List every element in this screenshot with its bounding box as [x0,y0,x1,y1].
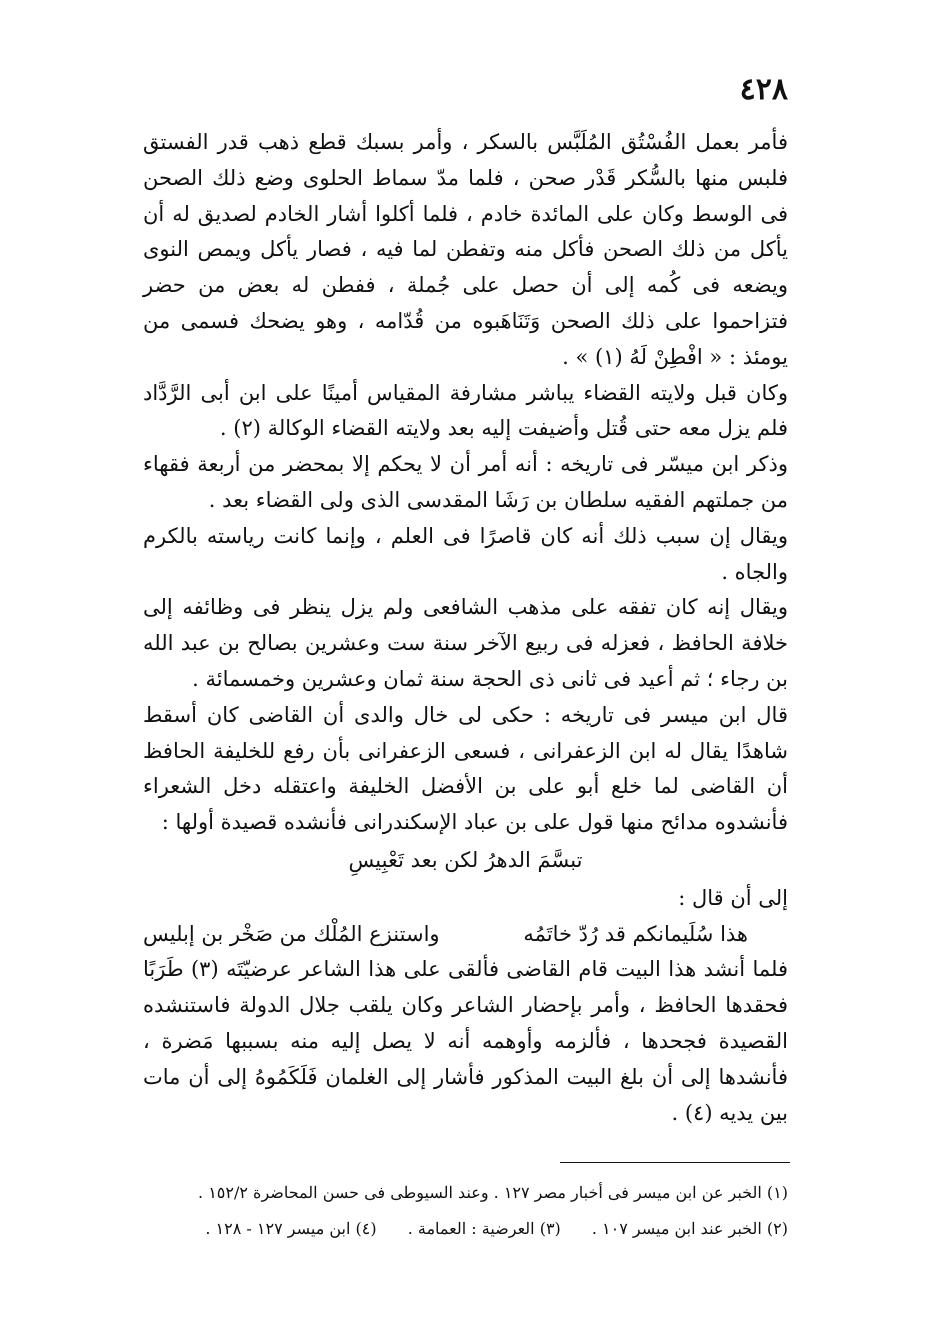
footnote: (٢) الخبر عند ابن ميسر ١٠٧ . [591,1219,788,1238]
paragraph: ويقال إن سبب ذلك أنه كان قاصرًا فى العلم ، وإنما كانت رياسته بالكرم والجاه . [143,523,788,584]
paragraph: فلما أنشد هذا البيت قام القاضى فألقى على هذا الشاعر عرضيّتَه (٣) طَرَبًا فحقدها الحافظ ، وأمر بإحضار الشاعر وكان يلقب جلال الدولة فاستنشده القصيدة فجحدها ، فألزمه وأوهمه أنه لا يصل إليه منه بسببها مَضرة ، فأنشدها إلى أن بلغ البيت المذكور فأشار إلى الغلمان فَلَكَمُوهُ إلى أن مات بين يديه (٤) . [143,957,788,1125]
transition-line: إلى أن قال : [678,885,788,910]
footnote-divider [560,1162,790,1163]
poem-verse: تبسَّمَ الدهرُ لكن بعد تَعْبِيسِ [348,847,583,872]
paragraph: فأمر بعمل الفُسْتُق المُلَبَّس بالسكر ، وأمر بسبك قطع ذهب قدر الفستق فلبس منها بالسُّكر قَدْر صحن ، فلما مدّ سماط الحلوى وضع ذلك الصحن فى الوسط وكان على المائدة خادم ، فلما أكلوا أشار الخادم لصديق له أن يأكل من ذلك الصحن فأكل منه وتفطن لما فيه ، فصار يأكل ويمص النوى ويضعه فى كُمه إلى أن حصل على جُملة ، ففطن له بعض من حضر فتزاحموا على ذلك الصحن وَتَنَاهَبوه من قُدّامه ، وهو يضحك فسمى من يومئذ : « افْطِنْ لَهُ (١) » . [143,130,788,369]
paragraph: قال ابن ميسر فى تاريخه : حكى لى خال والدى أن القاضى كان أسقط شاهدًا يقال له ابن الزعفرانى ، فسعى الزعفرانى بأن رفع للخليفة الحافظ أن القاضى لما خلع أبو على بن الأفضل الخليفة واعتقله دخل الشعراء فأنشدوه مدائح منها قول على بن عباد الإسكندرانى فأنشده قصيدة أولها : [143,702,788,835]
footnote: (١) الخبر عن ابن ميسر فى أخبار مصر ١٢٧ . وعند السيوطى فى حسن المحاضرة ١٥٢/٢ . [198,1183,788,1202]
left-hemistich: واستنزع المُلْك من صَخْر بن إبليس [143,921,440,946]
paragraph: وذكر ابن ميسّر فى تاريخه : أنه أمر أن لا يحكم إلا بمحضر من أربعة فقهاء من جملتهم الفقيه سلطان بن رَشَا المقدسى الذى ولى القضاء بعد . [143,452,788,512]
footnote: (٣) العرضية : العمامة . [407,1219,561,1238]
footnote: (٤) ابن ميسر ١٢٧ - ١٢٨ . [205,1219,377,1238]
page-number: ٤٢٨ [739,72,788,107]
right-hemistich: هذا سُلَيمانكم قد رُدّ خاتَمُه [523,921,748,946]
main-text [143,125,788,1131]
poem-couplet [143,917,788,953]
paragraph: وكان قبل ولايته القضاء يباشر مشارفة المقياس أمينًا على ابن أبى الرَّدَّاد فلم يزل معه حتى قُتل وأضيفت إليه بعد ولايته القضاء الوكالة (٢) . [143,380,788,441]
footnotes [143,1175,788,1247]
paragraph: ويقال إنه كان تفقه على مذهب الشافعى ولم يزل ينظر فى وظائفه إلى خلافة الحافظ ، فعزله فى ربيع الآخر سنة ست وعشرين بصالح بن عبد الله بن رجاء ؛ ثم أعيد فى ثانى ذى الحجة سنة ثمان وعشرين وخمسمائة . [143,595,788,691]
footnote-line [143,1211,788,1247]
